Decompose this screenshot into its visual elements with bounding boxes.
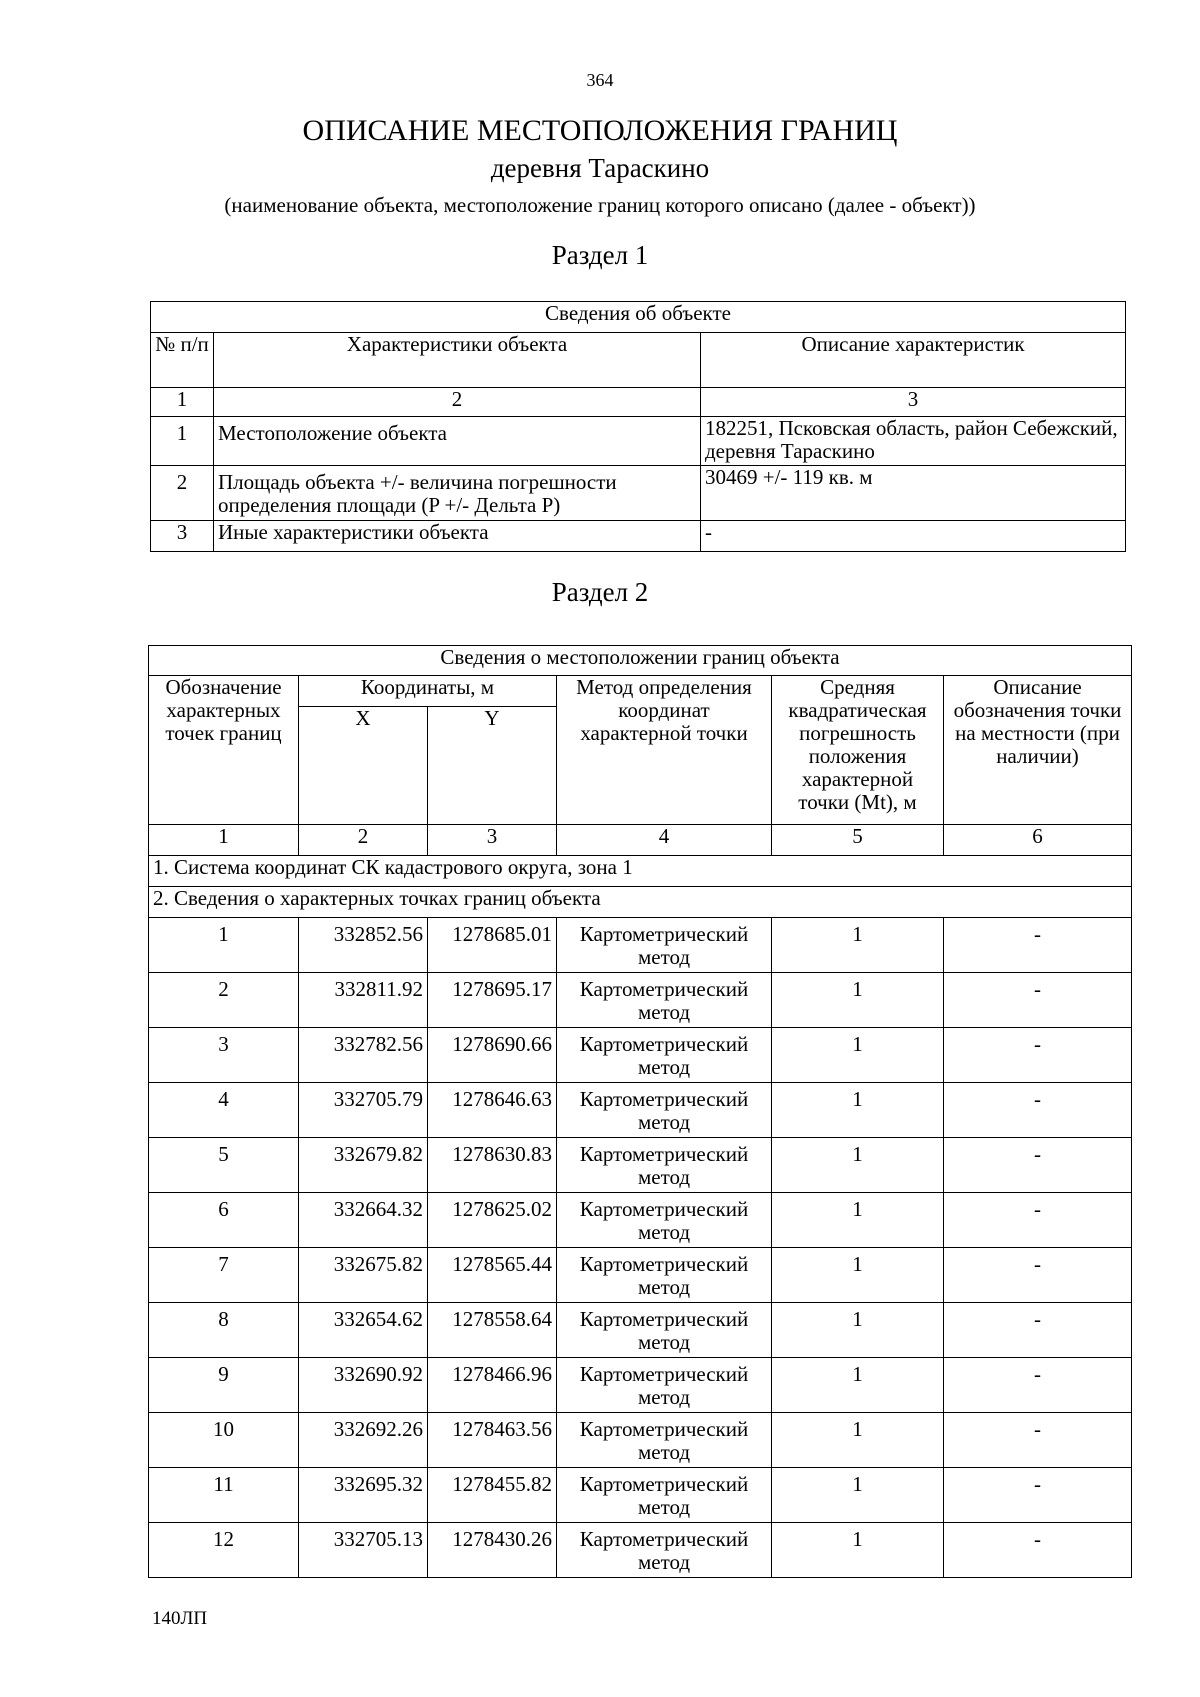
method-cell: Картометрический метод	[557, 1523, 772, 1578]
point-description-cell: -	[944, 1523, 1132, 1578]
error-cell: 1	[772, 1193, 944, 1248]
point-number: 10	[149, 1413, 299, 1468]
header-description: Описание характеристик	[701, 333, 1126, 388]
coordinate-y: 1278625.02	[428, 1193, 557, 1248]
coordinate-x: 332679.82	[299, 1138, 428, 1193]
point-number: 11	[149, 1468, 299, 1523]
point-description-cell: -	[944, 1358, 1132, 1413]
point-number: 1	[149, 918, 299, 973]
row-num: 2	[151, 466, 214, 521]
table-row	[149, 1468, 1132, 1523]
error-cell: 1	[772, 1413, 944, 1468]
row-value: -	[701, 521, 1126, 552]
point-number: 2	[149, 973, 299, 1028]
method-cell: Картометрический метод	[557, 973, 772, 1028]
method-cell: Картометрический метод	[557, 918, 772, 973]
row-characteristic: Иные характеристики объекта	[214, 521, 701, 552]
coordinate-x: 332782.56	[299, 1028, 428, 1083]
coordinate-y: 1278466.96	[428, 1358, 557, 1413]
column-number: 6	[944, 825, 1132, 856]
table-row	[149, 918, 1132, 973]
coordinate-x: 332675.82	[299, 1248, 428, 1303]
column-number: 4	[557, 825, 772, 856]
coordinate-x: 332692.26	[299, 1413, 428, 1468]
point-number: 12	[149, 1523, 299, 1578]
method-cell: Картометрический метод	[557, 1303, 772, 1358]
row-num: 3	[151, 521, 214, 552]
coordinate-y: 1278630.83	[428, 1138, 557, 1193]
point-description-cell: -	[944, 1083, 1132, 1138]
method-cell: Картометрический метод	[557, 1028, 772, 1083]
column-number: 3	[428, 825, 557, 856]
column-number: 2	[299, 825, 428, 856]
coordinate-y: 1278690.66	[428, 1028, 557, 1083]
point-description-cell: -	[944, 1028, 1132, 1083]
table-row	[149, 1358, 1132, 1413]
point-description-cell: -	[944, 1138, 1132, 1193]
coordinate-y: 1278430.26	[428, 1523, 557, 1578]
footer-code: 140ЛП	[152, 1608, 208, 1629]
method-cell: Картометрический метод	[557, 1083, 772, 1138]
method-cell: Картометрический метод	[557, 1358, 772, 1413]
error-cell: 1	[772, 918, 944, 973]
table-row	[149, 1028, 1132, 1083]
row-characteristic: Площадь объекта +/- величина погрешности определения площади (P +/- Дельта P)	[214, 466, 701, 521]
table-row	[149, 973, 1132, 1028]
coordinate-system-row: 1. Система координат СК кадастрового округа, зона 1	[149, 856, 1132, 887]
point-description-cell: -	[944, 973, 1132, 1028]
coordinate-x: 332811.92	[299, 973, 428, 1028]
coordinate-x: 332852.56	[299, 918, 428, 973]
boundary-points-table	[148, 645, 1132, 1578]
method-cell: Картометрический метод	[557, 1468, 772, 1523]
point-description-cell: -	[944, 1413, 1132, 1468]
coordinate-y: 1278565.44	[428, 1248, 557, 1303]
coordinate-x: 332654.62	[299, 1303, 428, 1358]
table-row	[151, 521, 1126, 552]
coordinate-y: 1278685.01	[428, 918, 557, 973]
error-cell: 1	[772, 1083, 944, 1138]
column-number: 3	[701, 388, 1126, 417]
coordinate-x: 332690.92	[299, 1358, 428, 1413]
column-number: 1	[151, 388, 214, 417]
coordinate-y: 1278695.17	[428, 973, 557, 1028]
header-coordinates: Координаты, м	[299, 676, 557, 707]
point-number: 4	[149, 1083, 299, 1138]
coordinate-y: 1278455.82	[428, 1468, 557, 1523]
method-cell: Картометрический метод	[557, 1413, 772, 1468]
method-cell: Картометрический метод	[557, 1138, 772, 1193]
error-cell: 1	[772, 973, 944, 1028]
column-number: 2	[214, 388, 701, 417]
document-title: ОПИСАНИЕ МЕСТОПОЛОЖЕНИЯ ГРАНИЦ	[302, 114, 898, 147]
error-cell: 1	[772, 1523, 944, 1578]
point-number: 9	[149, 1358, 299, 1413]
header-method: Метод определения координат характерной точки	[557, 676, 772, 825]
error-cell: 1	[772, 1028, 944, 1083]
row-characteristic: Местоположение объекта	[214, 417, 701, 466]
row-num: 1	[151, 417, 214, 466]
table-row	[149, 1193, 1132, 1248]
coordinate-y: 1278463.56	[428, 1413, 557, 1468]
column-number: 5	[772, 825, 944, 856]
table-row	[151, 417, 1126, 466]
header-error: Средняя квадратическая погрешность положения характерной точки (Mt), м	[772, 676, 944, 825]
table-row	[149, 1303, 1132, 1358]
object-info-table	[150, 301, 1126, 552]
column-number: 1	[149, 825, 299, 856]
point-number: 8	[149, 1303, 299, 1358]
table-row	[149, 1138, 1132, 1193]
coordinate-y: 1278646.63	[428, 1083, 557, 1138]
point-description-cell: -	[944, 1248, 1132, 1303]
error-cell: 1	[772, 1248, 944, 1303]
table-row	[149, 1523, 1132, 1578]
error-cell: 1	[772, 1358, 944, 1413]
header-num: № п/п	[151, 333, 214, 388]
table-row	[151, 466, 1126, 521]
method-cell: Картометрический метод	[557, 1193, 772, 1248]
table-row	[149, 1248, 1132, 1303]
point-description-cell: -	[944, 1193, 1132, 1248]
boundary-points-table-title: Сведения о местоположении границ объекта	[149, 646, 1132, 676]
method-cell: Картометрический метод	[557, 1248, 772, 1303]
row-value: 30469 +/- 119 кв. м	[701, 466, 1126, 521]
header-characteristic: Характеристики объекта	[214, 333, 701, 388]
section1-title: Раздел 1	[551, 240, 649, 270]
table-row	[149, 1083, 1132, 1138]
object-name-caption: (наименование объекта, местоположение границ которого описано (далее - объект))	[224, 193, 976, 217]
header-point-description: Описание обозначения точки на местности (при наличии)	[944, 676, 1132, 825]
object-name: деревня Тараскино	[490, 153, 710, 183]
coordinate-x: 332705.79	[299, 1083, 428, 1138]
error-cell: 1	[772, 1303, 944, 1358]
points-body	[149, 918, 1132, 1578]
point-number: 3	[149, 1028, 299, 1083]
page-number: 364	[586, 70, 614, 90]
object-info-table-title: Сведения об объекте	[151, 302, 1126, 333]
point-description-cell: -	[944, 1303, 1132, 1358]
table-row	[149, 1413, 1132, 1468]
header-point: Обозначение характерных точек границ	[149, 676, 299, 825]
coordinate-y: 1278558.64	[428, 1303, 557, 1358]
coordinate-x: 332664.32	[299, 1193, 428, 1248]
coordinate-x: 332695.32	[299, 1468, 428, 1523]
point-number: 5	[149, 1138, 299, 1193]
error-cell: 1	[772, 1468, 944, 1523]
header-x: X	[299, 707, 428, 825]
point-description-cell: -	[944, 1468, 1132, 1523]
row-value: 182251, Псковская область, район Себежский, деревня Тараскино	[701, 417, 1126, 466]
point-number: 7	[149, 1248, 299, 1303]
coordinate-x: 332705.13	[299, 1523, 428, 1578]
point-description-cell: -	[944, 918, 1132, 973]
point-number: 6	[149, 1193, 299, 1248]
points-section-row: 2. Сведения о характерных точках границ объекта	[149, 887, 1132, 918]
header-y: Y	[428, 707, 557, 825]
error-cell: 1	[772, 1138, 944, 1193]
section2-title: Раздел 2	[551, 577, 649, 607]
